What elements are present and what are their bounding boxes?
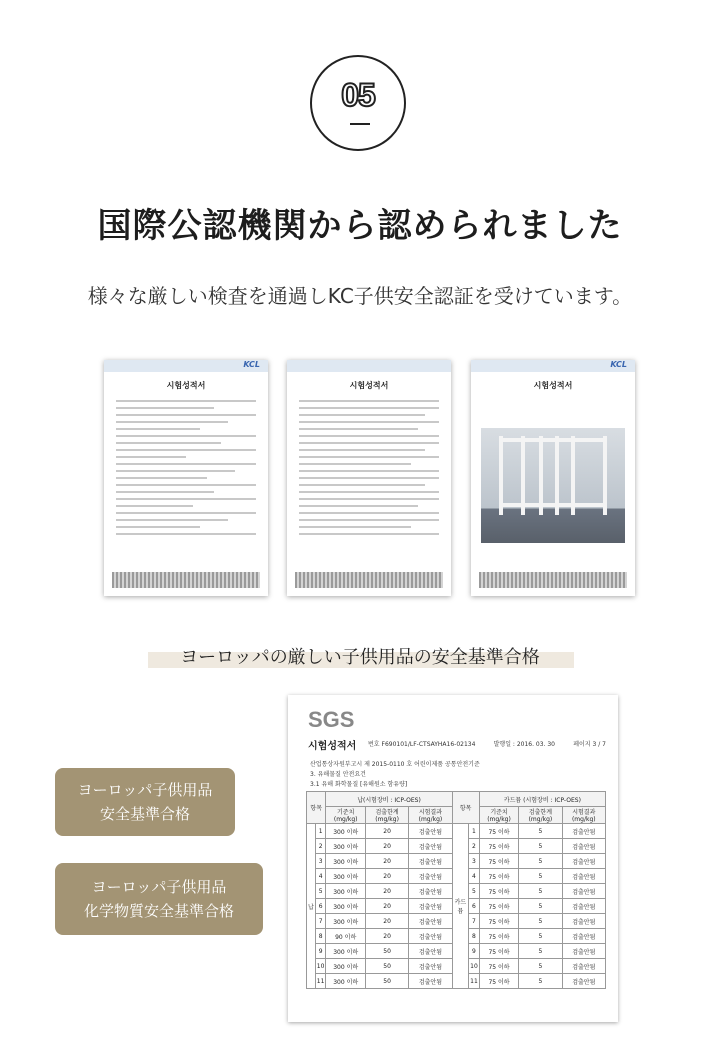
cell-limit: 5 bbox=[519, 974, 562, 989]
certificate-image-3 bbox=[471, 360, 635, 596]
step-number: 05 bbox=[341, 77, 375, 113]
certificate-image-1 bbox=[104, 360, 268, 596]
report-page: 페이지 3 / 7 bbox=[573, 741, 606, 748]
cell-result: 검출안됨 bbox=[562, 929, 605, 944]
cell-result: 검출안됨 bbox=[562, 854, 605, 869]
report-date: 발행일 : 2016. 03. 30 bbox=[493, 741, 556, 748]
cell-result: 검출안됨 bbox=[409, 899, 452, 914]
page-title: 国際公認機関から認められました bbox=[97, 206, 623, 246]
cell-std: 300 이하 bbox=[326, 884, 365, 899]
report-title: 시험성적서 bbox=[308, 741, 357, 752]
cell-result: 검출안됨 bbox=[562, 824, 605, 839]
cell-std: 75 이하 bbox=[479, 899, 518, 914]
cell-result: 검출안됨 bbox=[409, 959, 452, 974]
sgs-test-report bbox=[288, 695, 618, 1022]
cell-number: 2 bbox=[469, 839, 480, 854]
report-note: 3. 유해물질 안전요건 bbox=[310, 771, 366, 778]
cell-number: 4 bbox=[315, 869, 326, 884]
cell-limit: 20 bbox=[365, 929, 408, 944]
cell-number: 10 bbox=[469, 959, 480, 974]
cell-std: 300 이하 bbox=[326, 824, 365, 839]
kcl-logo: KCL bbox=[243, 360, 260, 369]
cell-number: 6 bbox=[315, 899, 326, 914]
cell-number: 8 bbox=[469, 929, 480, 944]
cell-std: 300 이하 bbox=[326, 914, 365, 929]
section-heading: ヨーロッパの厳しい子供用品の安全基準合格 bbox=[180, 647, 540, 668]
row-group-label: 납 bbox=[307, 824, 316, 989]
eu-chemical-badge bbox=[55, 863, 263, 935]
step-underline bbox=[350, 123, 370, 125]
cell-std: 75 이하 bbox=[479, 824, 518, 839]
cell-number: 6 bbox=[469, 899, 480, 914]
cell-std: 300 이하 bbox=[326, 974, 365, 989]
cell-number: 1 bbox=[315, 824, 326, 839]
group-left-header: 납(시험장비 : ICP-OES) bbox=[326, 792, 452, 807]
results-table bbox=[306, 791, 606, 989]
cell-std: 75 이하 bbox=[479, 974, 518, 989]
cell-result: 검출안됨 bbox=[562, 899, 605, 914]
cell-std: 75 이하 bbox=[479, 929, 518, 944]
cell-std: 300 이하 bbox=[326, 854, 365, 869]
cell-limit: 50 bbox=[365, 944, 408, 959]
badge-line-2: 安全基準合格 bbox=[99, 805, 190, 823]
page-subtitle: 様々な厳しい検査を通過しKC子供安全認証を受けています。 bbox=[87, 284, 633, 308]
cell-std: 300 이하 bbox=[326, 944, 365, 959]
col-std: 기준치 (mg/kg) bbox=[326, 807, 365, 824]
certificate-image-2 bbox=[287, 360, 451, 596]
cell-limit: 5 bbox=[519, 944, 562, 959]
eu-safety-badge bbox=[55, 768, 235, 836]
cell-result: 검출안됨 bbox=[562, 944, 605, 959]
cell-std: 75 이하 bbox=[479, 944, 518, 959]
cell-limit: 5 bbox=[519, 899, 562, 914]
cell-limit: 20 bbox=[365, 884, 408, 899]
cell-result: 검출안됨 bbox=[562, 839, 605, 854]
step-number-badge bbox=[310, 55, 406, 151]
cell-number: 11 bbox=[315, 974, 326, 989]
cell-limit: 5 bbox=[519, 824, 562, 839]
cell-limit: 20 bbox=[365, 914, 408, 929]
cell-limit: 50 bbox=[365, 974, 408, 989]
kcl-logo: KCL bbox=[610, 360, 627, 369]
cell-number: 9 bbox=[315, 944, 326, 959]
report-note: 산업통상자원부고시 제 2015-0110 호 어린이제품 공통안전기준 bbox=[310, 761, 480, 768]
cell-std: 75 이하 bbox=[479, 959, 518, 974]
cell-limit: 5 bbox=[519, 914, 562, 929]
row-group-label: 카드뮴 bbox=[452, 824, 469, 989]
table-row bbox=[307, 824, 606, 839]
col-limit: 검출한계 (mg/kg) bbox=[519, 807, 562, 824]
cell-number: 4 bbox=[469, 869, 480, 884]
cell-std: 300 이하 bbox=[326, 899, 365, 914]
cell-result: 검출안됨 bbox=[409, 824, 452, 839]
cell-limit: 5 bbox=[519, 854, 562, 869]
cell-limit: 5 bbox=[519, 959, 562, 974]
cell-number: 5 bbox=[315, 884, 326, 899]
cell-number: 7 bbox=[469, 914, 480, 929]
cell-std: 75 이하 bbox=[479, 914, 518, 929]
cell-number: 11 bbox=[469, 974, 480, 989]
cell-result: 검출안됨 bbox=[562, 914, 605, 929]
baby-gate-photo bbox=[481, 428, 625, 543]
cell-limit: 5 bbox=[519, 884, 562, 899]
cell-limit: 20 bbox=[365, 869, 408, 884]
cell-std: 300 이하 bbox=[326, 869, 365, 884]
group-right-header: 카드뮴 (시험장비 : ICP-OES) bbox=[479, 792, 605, 807]
badge-line-2: 化学物質安全基準合格 bbox=[83, 902, 234, 920]
cell-limit: 20 bbox=[365, 899, 408, 914]
cell-number: 8 bbox=[315, 929, 326, 944]
col-item: 항목 bbox=[307, 792, 326, 824]
cell-std: 300 이하 bbox=[326, 959, 365, 974]
cell-result: 검출안됨 bbox=[409, 854, 452, 869]
cell-limit: 20 bbox=[365, 854, 408, 869]
cell-limit: 5 bbox=[519, 869, 562, 884]
cell-std: 75 이하 bbox=[479, 869, 518, 884]
cell-number: 9 bbox=[469, 944, 480, 959]
cell-number: 3 bbox=[315, 854, 326, 869]
cell-number: 10 bbox=[315, 959, 326, 974]
certificate-title: 시험성적서 bbox=[533, 381, 573, 390]
cell-limit: 5 bbox=[519, 929, 562, 944]
cell-std: 300 이하 bbox=[326, 839, 365, 854]
col-std: 기준치 (mg/kg) bbox=[479, 807, 518, 824]
cell-limit: 20 bbox=[365, 824, 408, 839]
cell-std: 75 이하 bbox=[479, 854, 518, 869]
cell-result: 검출안됨 bbox=[409, 974, 452, 989]
col-result: 시험결과 (mg/kg) bbox=[562, 807, 605, 824]
cell-number: 5 bbox=[469, 884, 480, 899]
cell-result: 검출안됨 bbox=[409, 839, 452, 854]
report-meta bbox=[368, 739, 606, 748]
cell-number: 2 bbox=[315, 839, 326, 854]
cell-result: 검출안됨 bbox=[409, 944, 452, 959]
cell-result: 검출안됨 bbox=[409, 929, 452, 944]
cell-result: 검출안됨 bbox=[562, 974, 605, 989]
certificate-title: 시험성적서 bbox=[349, 381, 389, 390]
cell-limit: 20 bbox=[365, 839, 408, 854]
badge-line-1: ヨーロッパ子供用品 bbox=[77, 781, 213, 799]
col-limit: 검출한계 (mg/kg) bbox=[365, 807, 408, 824]
cell-result: 검출안됨 bbox=[409, 869, 452, 884]
cell-number: 3 bbox=[469, 854, 480, 869]
cell-result: 검출안됨 bbox=[562, 869, 605, 884]
col-result: 시험결과 (mg/kg) bbox=[409, 807, 452, 824]
cell-number: 7 bbox=[315, 914, 326, 929]
certificate-title: 시험성적서 bbox=[166, 381, 206, 390]
cell-limit: 50 bbox=[365, 959, 408, 974]
badge-line-1: ヨーロッパ子供用品 bbox=[91, 878, 227, 896]
cell-result: 검출안됨 bbox=[562, 959, 605, 974]
cell-std: 90 이하 bbox=[326, 929, 365, 944]
col-item: 항목 bbox=[452, 792, 479, 824]
sgs-logo: SGS bbox=[308, 707, 355, 732]
cell-limit: 5 bbox=[519, 839, 562, 854]
cell-result: 검출안됨 bbox=[409, 914, 452, 929]
cell-std: 75 이하 bbox=[479, 884, 518, 899]
cell-number: 1 bbox=[469, 824, 480, 839]
cell-result: 검출안됨 bbox=[562, 884, 605, 899]
cell-result: 검출안됨 bbox=[409, 884, 452, 899]
cell-std: 75 이하 bbox=[479, 839, 518, 854]
report-note: 3.1 유해 화학물질 [유해원소 함유량] bbox=[310, 781, 408, 788]
report-number: 번호 F690101/LF-CTSAYHA16-02134 bbox=[368, 741, 476, 748]
